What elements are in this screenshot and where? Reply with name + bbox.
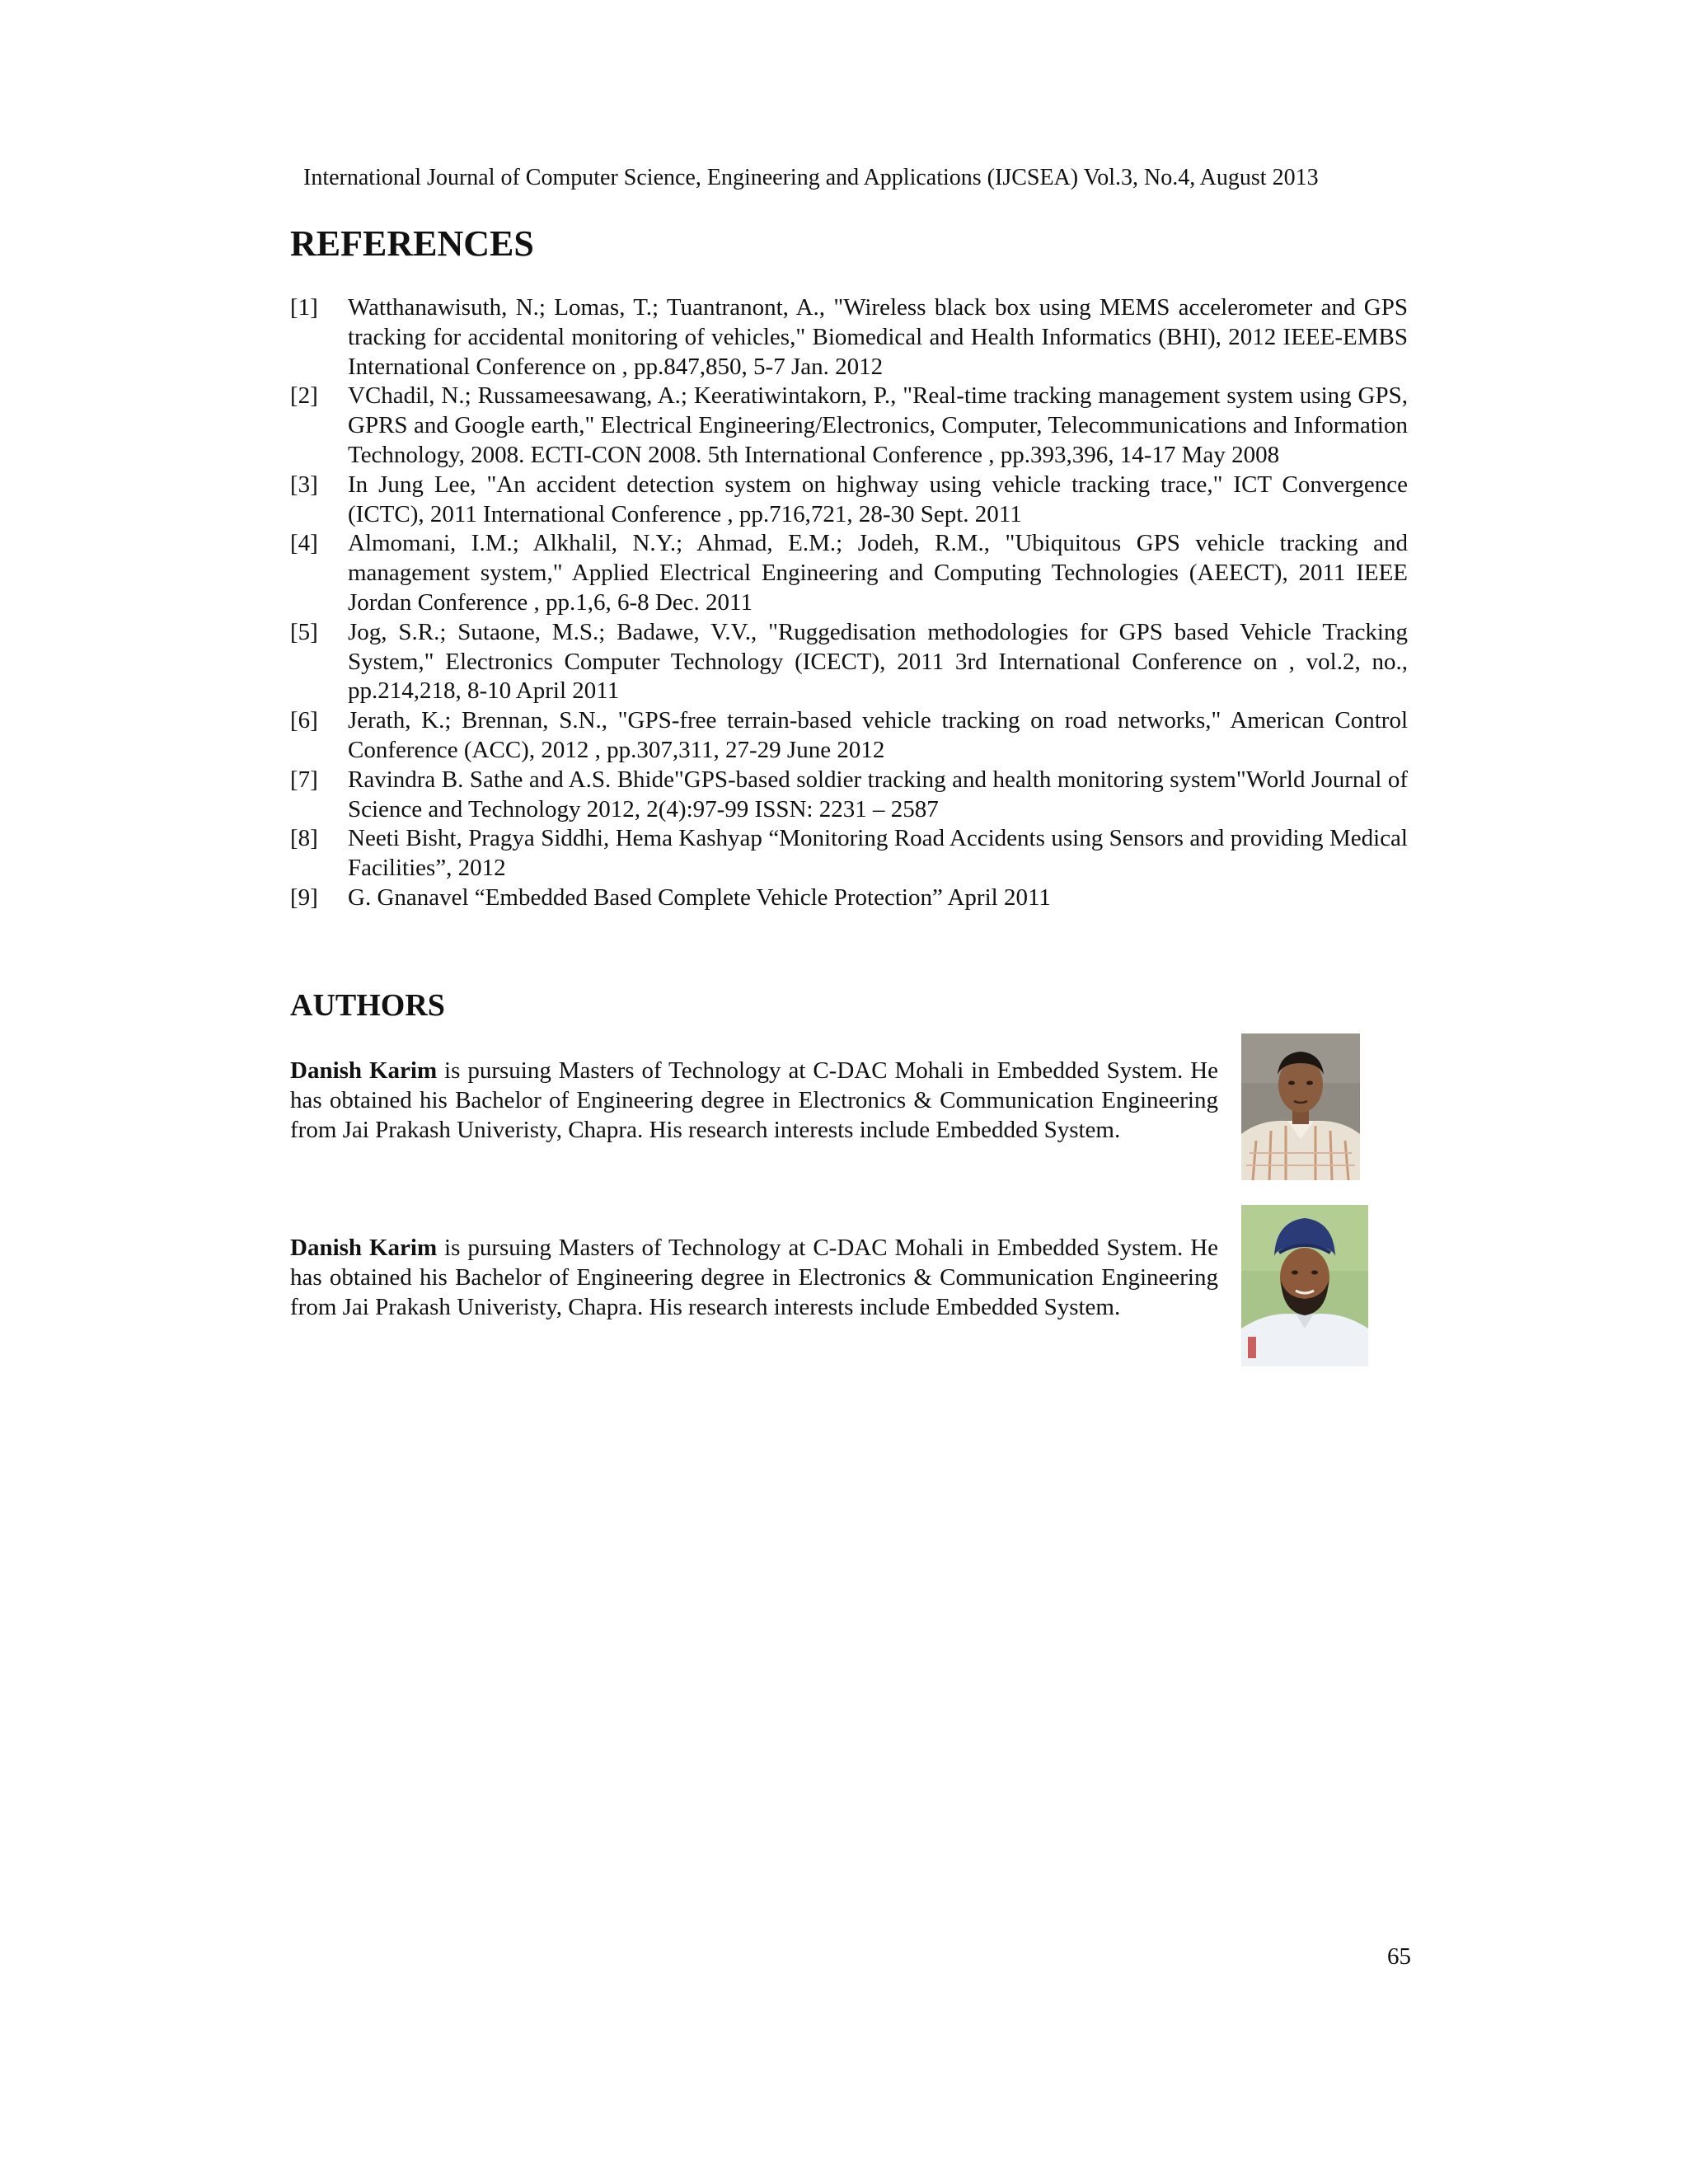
- reference-item: [290, 382, 1408, 470]
- page-header: International Journal of Computer Science, Engineering and Applications (IJCSEA) Vol.3, No.4, August 2013: [303, 165, 1319, 190]
- author-photo-1: [1241, 1033, 1360, 1180]
- reference-text: G. Gnanavel “Embedded Based Complete Vehicle Protection” April 2011: [348, 883, 1051, 911]
- author-bio-text: is pursuing Masters of Technology at C-DAC Mohali in Embedded System. He has obtained his Bachelor of Engineering degree in Electronics & Communication Engineering from Jai Prakash Univeristy, Chapra. His research interests include Embedded System.: [290, 1235, 1219, 1320]
- reference-text: Neeti Bisht, Pragya Siddhi, Hema Kashyap “Monitoring Road Accidents using Sensors and providing Medical Facilities”, 2012: [348, 825, 1408, 882]
- author-photo-2-image: [1241, 1205, 1368, 1366]
- reference-text: Jerath, K.; Brennan, S.N., "GPS-free terrain-based vehicle tracking on road networks," American Control Conference (ACC), 2012 , pp.307,311, 27-29 June 2012: [348, 707, 1408, 763]
- author-bio-1: [290, 1057, 1218, 1145]
- reference-number: [2]: [290, 382, 318, 410]
- authors-heading: AUTHORS: [290, 988, 445, 1023]
- reference-item: [290, 529, 1408, 617]
- reference-item: [290, 618, 1408, 706]
- reference-text: In Jung Lee, "An accident detection system on highway using vehicle tracking trace," ICT Convergence (ICTC), 2011 International Conference , pp.716,721, 28-30 Sept. 2011: [348, 471, 1408, 527]
- reference-number: [6]: [290, 707, 318, 734]
- author-bio-text: is pursuing Masters of Technology at C-DAC Mohali in Embedded System. He has obtained his Bachelor of Engineering degree in Electronics & Communication Engineering from Jai Prakash Univeristy, Chapra. His research interests include Embedded System.: [290, 1057, 1219, 1143]
- reference-number: [4]: [290, 530, 318, 557]
- reference-text: Almomani, I.M.; Alkhalil, N.Y.; Ahmad, E.M.; Jodeh, R.M., "Ubiquitous GPS vehicle tracking and management system," Applied Electrical Engineering and Computing Technologies (AEECT), 2011 IEEE Jordan Conference , pp.1,6, 6-8 Dec. 2011: [348, 530, 1408, 616]
- author-photo-1-image: [1241, 1033, 1360, 1180]
- reference-number: [8]: [290, 825, 318, 852]
- page-number: 65: [1387, 1943, 1411, 1970]
- reference-number: [1]: [290, 294, 318, 321]
- reference-text: VChadil, N.; Russameesawang, A.; Keeratiwintakorn, P., "Real-time tracking management system using GPS, GPRS and Google earth," Electrical Engineering/Electronics, Computer, Telecommunications and Information Technology, 2008. ECTI-CON 2008. 5th International Conference , pp.393,396, 14-17 May 2008: [348, 382, 1408, 468]
- reference-list: [290, 293, 1408, 913]
- reference-item: [290, 706, 1408, 766]
- author-photo-2: [1241, 1205, 1368, 1366]
- reference-text: Jog, S.R.; Sutaone, M.S.; Badawe, V.V., "Ruggedisation methodologies for GPS based Vehicle Tracking System," Electronics Computer Technology (ICECT), 2011 3rd International Conference on , vol.2, no., pp.214,218, 8-10 April 2011: [348, 618, 1408, 705]
- author-name: Danish Karim: [290, 1235, 438, 1261]
- reference-number: [3]: [290, 471, 318, 498]
- reference-number: [7]: [290, 766, 318, 793]
- reference-number: [9]: [290, 883, 318, 911]
- reference-item: [290, 471, 1408, 530]
- reference-text: Ravindra B. Sathe and A.S. Bhide"GPS-based soldier tracking and health monitoring system"World Journal of Science and Technology 2012, 2(4):97-99 ISSN: 2231 – 2587: [348, 766, 1408, 823]
- author-name: Danish Karim: [290, 1057, 438, 1084]
- reference-number: [5]: [290, 618, 318, 645]
- reference-item: [290, 766, 1408, 825]
- reference-item: [290, 883, 1408, 913]
- reference-item: [290, 824, 1408, 883]
- references-heading: REFERENCES: [290, 223, 534, 264]
- author-bio-2: [290, 1234, 1218, 1322]
- reference-text: Watthanawisuth, N.; Lomas, T.; Tuantranont, A., "Wireless black box using MEMS accelerometer and GPS tracking for accidental monitoring of vehicles," Biomedical and Health Informatics (BHI), 2012 IEEE-EMBS International Conference on , pp.847,850, 5-7 Jan. 2012: [348, 294, 1408, 380]
- reference-item: [290, 293, 1408, 382]
